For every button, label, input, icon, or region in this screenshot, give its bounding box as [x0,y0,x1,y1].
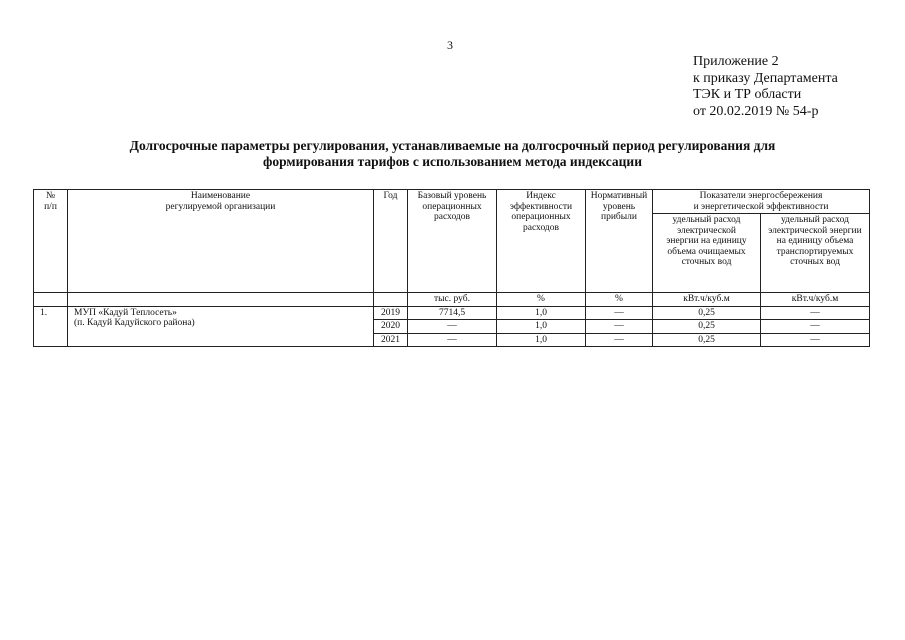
appendix-line: от 20.02.2019 № 54-р [693,103,819,119]
cell-index: 1,0 [497,306,586,320]
appendix-line: ТЭК и ТР области [693,87,802,102]
unit-cell [68,293,374,307]
cell-profit: — [586,306,653,320]
header-energy-indicators: Показатели энергосбережения и энергетической эффективности [653,190,870,214]
cell-base: 7714,5 [408,306,497,320]
cell-energy-treated: 0,25 [653,320,761,334]
unit-energy-treated: кВт.ч/куб.м [653,293,761,307]
page-number: 3 [447,38,453,52]
unit-energy-transported: кВт.ч/куб.м [761,293,870,307]
unit-index: % [497,293,586,307]
unit-profit: % [586,293,653,307]
units-row [34,293,870,307]
appendix-line: к приказу Департамента [693,70,838,86]
header-profit-level: Нормативный уровень прибыли [586,190,653,293]
header-energy-treated: удельный расход электрической энергии на единицу объема очищаемых сточных вод [653,214,761,293]
header-efficiency-index: Индекс эффективности операционных расходов [497,190,586,293]
header-num: № п/п [34,190,68,293]
document-title [60,138,845,170]
cell-index: 1,0 [497,333,586,347]
cell-energy-transported: — [761,320,870,334]
row-number: 1. [34,306,68,347]
cell-energy-treated: 0,25 [653,333,761,347]
title-line: Долгосрочные параметры регулирования, устанавливаемые на долгосрочный период регулирования для [129,138,776,153]
cell-profit: — [586,320,653,334]
cell-base: — [408,320,497,334]
cell-energy-transported: — [761,306,870,320]
cell-base: — [408,333,497,347]
parameters-table [33,189,870,347]
header-energy-transported: удельный расход электрической энергии на единицу объема транспортируемых сточных вод [761,214,870,293]
header-organization: Наименование регулируемой организации [68,190,374,293]
row-organization: МУП «Кадуй Теплосеть» (п. Кадуй Кадуйского района) [68,306,374,347]
appendix-block [693,54,838,120]
unit-cell [34,293,68,307]
cell-index: 1,0 [497,320,586,334]
unit-base: тыс. руб. [408,293,497,307]
header-row [34,190,870,214]
header-base-level: Базовый уровень операционных расходов [408,190,497,293]
unit-cell [374,293,408,307]
cell-profit: — [586,333,653,347]
header-year: Год [374,190,408,293]
table-row [34,306,870,320]
cell-year: 2020 [374,320,408,334]
cell-energy-transported: — [761,333,870,347]
title-line: формирования тарифов с использованием метода индексации [263,154,642,169]
cell-energy-treated: 0,25 [653,306,761,320]
cell-year: 2019 [374,306,408,320]
appendix-line: Приложение 2 [693,54,779,69]
cell-year: 2021 [374,333,408,347]
